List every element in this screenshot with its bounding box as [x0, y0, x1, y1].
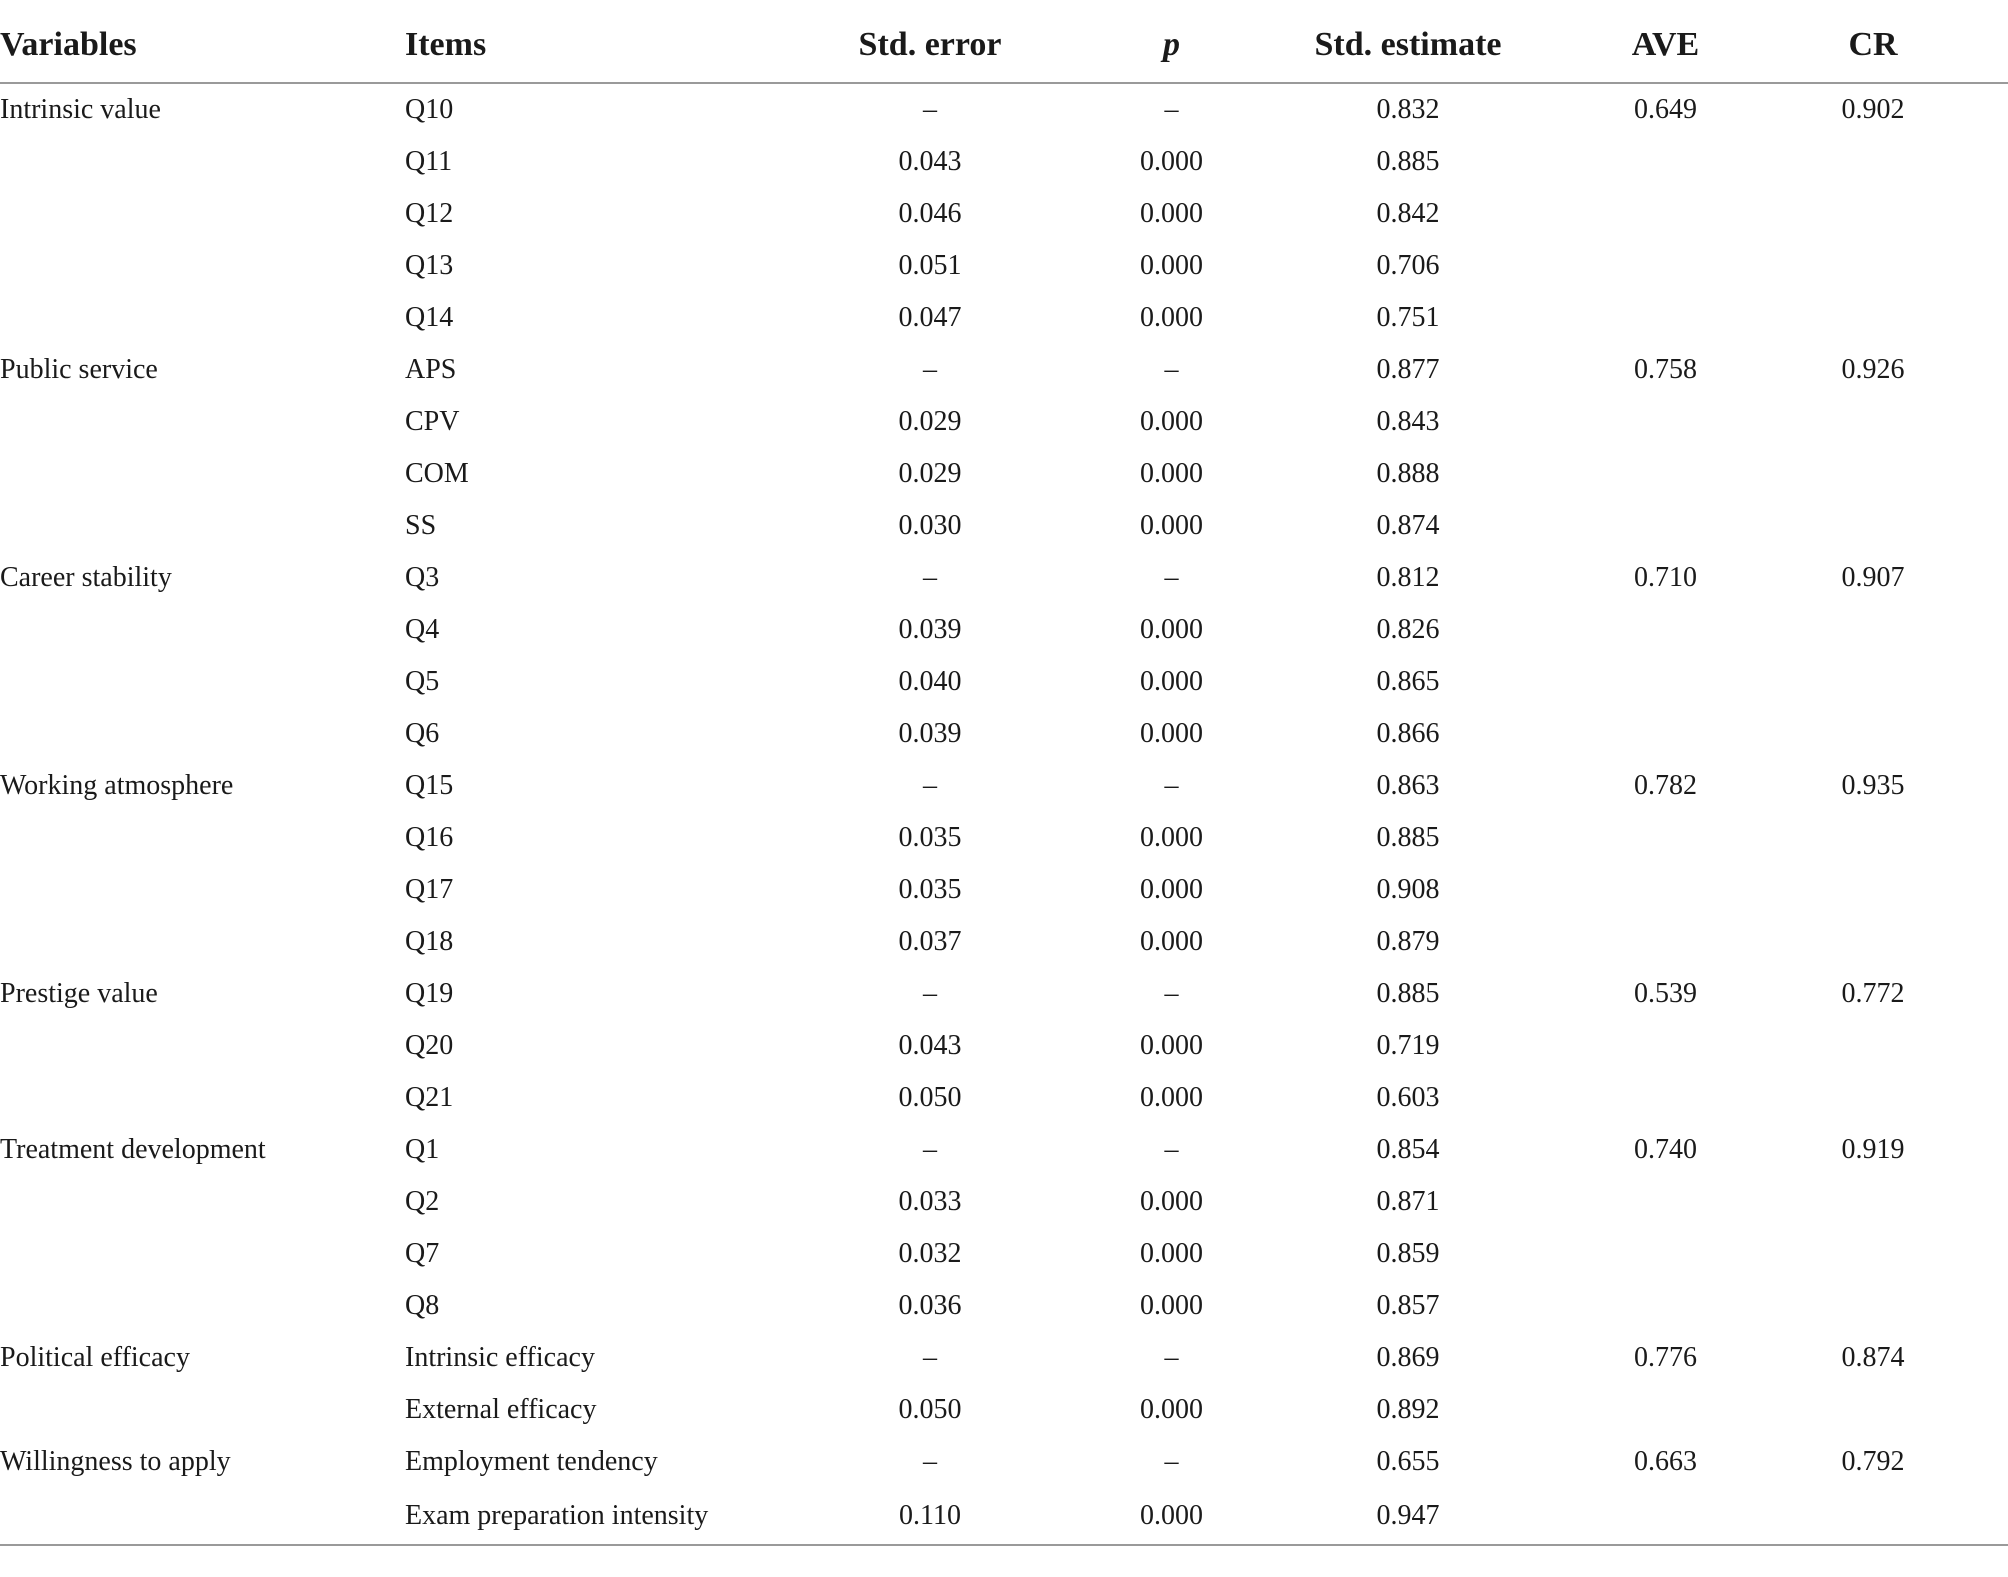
cell-std-estimate: 0.706 — [1376, 250, 1440, 281]
cell-std-estimate: 0.874 — [1376, 510, 1440, 541]
table-row — [0, 344, 2008, 396]
table-row — [0, 708, 2008, 760]
cell-variable: Public service — [0, 354, 158, 385]
cell-std-estimate: 0.888 — [1376, 458, 1440, 489]
results-table — [0, 8, 2008, 1546]
cell-ave: 0.649 — [1634, 94, 1697, 125]
cell-std-error: 0.035 — [898, 874, 962, 905]
cell-std-error: 0.039 — [898, 718, 962, 749]
cell-std-error: 0.046 — [898, 198, 962, 229]
cell-cr: 0.926 — [1841, 354, 1905, 385]
cell-ave — [1593, 292, 1738, 344]
cell-cr — [1738, 864, 2008, 916]
cell-std-error: 0.039 — [898, 614, 962, 645]
cell-std-estimate: 0.812 — [1376, 562, 1440, 593]
cell-cr — [1738, 500, 2008, 552]
cell-p: – — [1164, 978, 1179, 1009]
cell-p: 0.000 — [1140, 510, 1203, 541]
cell-item: Q21 — [405, 1082, 454, 1113]
cell-std-estimate: 0.863 — [1376, 770, 1440, 801]
cell-std-error: – — [923, 1134, 937, 1165]
cell-variable — [0, 708, 405, 760]
cell-p: 0.000 — [1140, 406, 1203, 437]
cell-std-estimate: 0.854 — [1376, 1134, 1440, 1165]
cell-std-estimate: 0.885 — [1376, 146, 1440, 177]
cell-cr — [1738, 916, 2008, 968]
cell-variable: Treatment development — [0, 1134, 266, 1165]
cell-std-estimate: 0.892 — [1376, 1394, 1440, 1425]
cell-ave: 0.758 — [1634, 354, 1697, 385]
cell-variable — [0, 240, 405, 292]
cell-item: Q12 — [405, 198, 454, 229]
cell-item: Q14 — [405, 302, 454, 333]
cell-ave — [1593, 1488, 1738, 1545]
cell-std-estimate: 0.719 — [1376, 1030, 1440, 1061]
cell-std-error: 0.040 — [898, 666, 962, 697]
header-row — [0, 8, 2008, 83]
cell-variable — [0, 656, 405, 708]
cell-item: Intrinsic efficacy — [405, 1342, 595, 1373]
cell-std-estimate: 0.865 — [1376, 666, 1440, 697]
table-row — [0, 812, 2008, 864]
cell-variable — [0, 864, 405, 916]
cell-item: SS — [405, 510, 437, 541]
cell-p: 0.000 — [1140, 250, 1203, 281]
cell-std-estimate: 0.859 — [1376, 1238, 1440, 1269]
cell-ave — [1593, 396, 1738, 448]
cell-p: 0.000 — [1140, 1082, 1203, 1113]
cell-std-estimate: 0.751 — [1376, 302, 1440, 333]
cell-variable — [0, 1176, 405, 1228]
table-row — [0, 1384, 2008, 1436]
cell-std-estimate: 0.869 — [1376, 1342, 1440, 1373]
cell-p: 0.000 — [1140, 666, 1203, 697]
cell-item: Q15 — [405, 770, 454, 801]
cell-ave — [1593, 656, 1738, 708]
cell-ave: 0.776 — [1634, 1342, 1697, 1373]
cell-item: Q4 — [405, 614, 440, 645]
header-items: Items — [405, 8, 740, 83]
cell-item: CPV — [405, 406, 460, 437]
table-row — [0, 1124, 2008, 1176]
header-p: p — [1120, 8, 1223, 83]
cell-item: Q2 — [405, 1186, 440, 1217]
cell-std-estimate: 0.655 — [1376, 1446, 1440, 1477]
cell-std-error: – — [923, 1446, 937, 1477]
cell-variable — [0, 188, 405, 240]
cell-std-error: 0.047 — [898, 302, 962, 333]
cell-p: – — [1164, 354, 1179, 385]
cell-std-estimate: 0.843 — [1376, 406, 1440, 437]
cell-std-error: 0.036 — [898, 1290, 962, 1321]
cell-std-error: 0.035 — [898, 822, 962, 853]
cell-item: Q19 — [405, 978, 454, 1009]
cell-item: Q20 — [405, 1030, 454, 1061]
header-std-estimate: Std. estimate — [1223, 8, 1593, 83]
table-row — [0, 448, 2008, 500]
cell-item: Q17 — [405, 874, 454, 905]
cell-std-error: – — [923, 562, 937, 593]
cell-ave — [1593, 604, 1738, 656]
cell-cr — [1738, 1176, 2008, 1228]
table-row — [0, 864, 2008, 916]
cell-p: 0.000 — [1140, 926, 1203, 957]
cell-variable — [0, 1072, 405, 1124]
cell-std-error: 0.029 — [898, 406, 962, 437]
cell-variable: Political efficacy — [0, 1342, 190, 1373]
header-cr: CR — [1738, 8, 2008, 83]
cell-p: 0.000 — [1140, 822, 1203, 853]
cell-variable: Career stability — [0, 562, 172, 593]
cell-ave — [1593, 136, 1738, 188]
cell-ave: 0.710 — [1634, 562, 1697, 593]
table-row — [0, 396, 2008, 448]
cell-ave — [1593, 1072, 1738, 1124]
cell-cr — [1738, 708, 2008, 760]
cell-cr — [1738, 1228, 2008, 1280]
cell-std-error: – — [923, 354, 937, 385]
cell-p: 0.000 — [1140, 198, 1203, 229]
cell-item: APS — [405, 354, 457, 385]
cell-p: 0.000 — [1140, 458, 1203, 489]
cell-variable — [0, 136, 405, 188]
table-row — [0, 552, 2008, 604]
cell-std-estimate: 0.879 — [1376, 926, 1440, 957]
cell-item: COM — [405, 458, 469, 489]
cell-std-estimate: 0.866 — [1376, 718, 1440, 749]
cell-variable — [0, 1228, 405, 1280]
table-row — [0, 1176, 2008, 1228]
cell-std-error: 0.032 — [898, 1238, 962, 1269]
cell-std-error: 0.050 — [898, 1394, 962, 1425]
cell-p: – — [1164, 94, 1179, 125]
cell-ave — [1593, 240, 1738, 292]
cell-std-error: 0.030 — [898, 510, 962, 541]
cell-cr — [1738, 448, 2008, 500]
cell-cr: 0.792 — [1841, 1446, 1905, 1477]
cell-cr — [1738, 1384, 2008, 1436]
cell-p: – — [1164, 770, 1179, 801]
cell-item: External efficacy — [405, 1394, 597, 1425]
header-ave: AVE — [1593, 8, 1738, 83]
cell-ave — [1593, 1280, 1738, 1332]
cell-variable — [0, 292, 405, 344]
cell-cr: 0.935 — [1841, 770, 1905, 801]
cell-std-estimate: 0.908 — [1376, 874, 1440, 905]
cell-cr — [1738, 240, 2008, 292]
table-row — [0, 1332, 2008, 1384]
cell-variable: Working atmosphere — [0, 770, 234, 801]
cell-std-error: – — [923, 94, 937, 125]
cell-variable: Intrinsic value — [0, 94, 161, 125]
cell-item: Q7 — [405, 1238, 440, 1269]
cell-std-estimate: 0.885 — [1376, 978, 1440, 1009]
cell-ave: 0.782 — [1634, 770, 1697, 801]
header-variables: Variables — [0, 8, 405, 83]
cell-cr: 0.874 — [1841, 1342, 1905, 1373]
cell-ave — [1593, 1384, 1738, 1436]
cell-std-error: 0.029 — [898, 458, 962, 489]
cell-p: 0.000 — [1140, 1030, 1203, 1061]
cell-p: – — [1164, 1446, 1179, 1477]
cell-item: Q3 — [405, 562, 440, 593]
cell-variable — [0, 396, 405, 448]
table-row — [0, 500, 2008, 552]
table-row — [0, 188, 2008, 240]
cell-ave: 0.663 — [1634, 1446, 1697, 1477]
cell-ave — [1593, 448, 1738, 500]
table-row — [0, 916, 2008, 968]
cell-std-error: 0.043 — [898, 146, 962, 177]
cell-p: – — [1164, 1134, 1179, 1165]
cell-std-estimate: 0.603 — [1376, 1082, 1440, 1113]
cell-item: Employment tendency — [405, 1446, 658, 1477]
cell-cr: 0.919 — [1841, 1134, 1905, 1165]
cell-p: 0.000 — [1140, 718, 1203, 749]
cell-std-estimate: 0.871 — [1376, 1186, 1440, 1217]
table-row — [0, 1280, 2008, 1332]
cell-ave — [1593, 864, 1738, 916]
table-row — [0, 1436, 2008, 1488]
cell-ave — [1593, 1020, 1738, 1072]
cell-variable — [0, 1488, 405, 1545]
cell-cr — [1738, 292, 2008, 344]
cell-p: 0.000 — [1140, 1394, 1203, 1425]
cell-item: Q1 — [405, 1134, 440, 1165]
cell-std-estimate: 0.877 — [1376, 354, 1440, 385]
cell-cr: 0.772 — [1841, 978, 1905, 1009]
cell-p: 0.000 — [1140, 1186, 1203, 1217]
table-body — [0, 83, 2008, 1545]
cell-variable: Prestige value — [0, 978, 158, 1009]
cell-ave — [1593, 1176, 1738, 1228]
cell-item: Q6 — [405, 718, 440, 749]
cell-std-error: – — [923, 978, 937, 1009]
cell-variable — [0, 812, 405, 864]
table-header — [0, 8, 2008, 83]
cell-std-error: 0.110 — [740, 1488, 1120, 1545]
cell-cr — [1738, 396, 2008, 448]
cell-ave — [1593, 916, 1738, 968]
header-std-error: Std. error — [740, 8, 1120, 83]
cell-cr — [1738, 1488, 2008, 1545]
cell-p: 0.000 — [1140, 614, 1203, 645]
cell-item: Q16 — [405, 822, 454, 853]
cell-std-estimate: 0.885 — [1376, 822, 1440, 853]
cell-cr — [1738, 1072, 2008, 1124]
table-row — [0, 136, 2008, 188]
table-row — [0, 1228, 2008, 1280]
table-row — [0, 292, 2008, 344]
cell-cr — [1738, 1020, 2008, 1072]
cell-p: 0.000 — [1120, 1488, 1223, 1545]
table-row — [0, 1020, 2008, 1072]
cell-ave: 0.539 — [1634, 978, 1697, 1009]
cell-ave — [1593, 188, 1738, 240]
cell-ave: 0.740 — [1634, 1134, 1697, 1165]
cell-ave — [1593, 1228, 1738, 1280]
table-row — [0, 1072, 2008, 1124]
cell-std-estimate: 0.832 — [1376, 94, 1440, 125]
cell-variable — [0, 916, 405, 968]
cell-variable — [0, 448, 405, 500]
table-row — [0, 656, 2008, 708]
cell-std-error: – — [923, 1342, 937, 1373]
cell-cr: 0.902 — [1841, 94, 1905, 125]
cell-std-error: 0.050 — [898, 1082, 962, 1113]
cell-cr — [1738, 1280, 2008, 1332]
cell-std-estimate: 0.947 — [1223, 1488, 1593, 1545]
cell-variable — [0, 1020, 405, 1072]
cell-std-error: 0.043 — [898, 1030, 962, 1061]
cell-variable — [0, 500, 405, 552]
cell-item: Q5 — [405, 666, 440, 697]
cell-item: Exam preparation intensity — [405, 1488, 740, 1545]
cell-cr — [1738, 188, 2008, 240]
cell-std-estimate: 0.842 — [1376, 198, 1440, 229]
cell-std-error: – — [923, 770, 937, 801]
cell-item: Q10 — [405, 94, 454, 125]
cell-p: – — [1164, 1342, 1179, 1373]
table-row — [0, 240, 2008, 292]
table-row — [0, 604, 2008, 656]
cell-p: 0.000 — [1140, 1238, 1203, 1269]
cell-variable — [0, 1384, 405, 1436]
cell-p: 0.000 — [1140, 1290, 1203, 1321]
cell-item: Q13 — [405, 250, 454, 281]
cell-item: Q11 — [405, 146, 453, 177]
cell-cr — [1738, 136, 2008, 188]
cell-std-estimate: 0.826 — [1376, 614, 1440, 645]
cell-variable — [0, 1280, 405, 1332]
table-row — [0, 760, 2008, 812]
cell-std-error: 0.037 — [898, 926, 962, 957]
cell-std-estimate: 0.857 — [1376, 1290, 1440, 1321]
cell-item: Q8 — [405, 1290, 440, 1321]
cell-std-error: 0.033 — [898, 1186, 962, 1217]
cell-p: 0.000 — [1140, 874, 1203, 905]
cell-ave — [1593, 708, 1738, 760]
cell-std-error: 0.051 — [898, 250, 962, 281]
cell-cr — [1738, 656, 2008, 708]
cell-cr — [1738, 812, 2008, 864]
cell-ave — [1593, 500, 1738, 552]
cell-p: 0.000 — [1140, 146, 1203, 177]
cell-cr — [1738, 604, 2008, 656]
cell-cr: 0.907 — [1841, 562, 1905, 593]
cell-variable — [0, 604, 405, 656]
table-row — [0, 1488, 2008, 1545]
table-row — [0, 968, 2008, 1020]
cell-variable: Willingness to apply — [0, 1446, 231, 1477]
cell-p: – — [1164, 562, 1179, 593]
cell-p: 0.000 — [1140, 302, 1203, 333]
table-row — [0, 83, 2008, 136]
cell-ave — [1593, 812, 1738, 864]
cell-item: Q18 — [405, 926, 454, 957]
